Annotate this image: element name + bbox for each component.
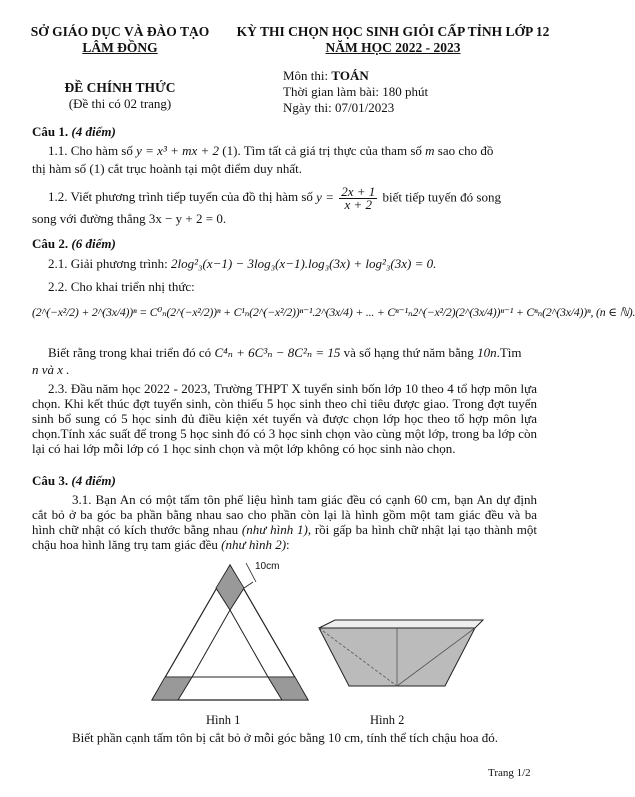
q1-2-text-b: biết tiếp tuyến đó song: [379, 189, 501, 205]
q1-1-text-c: sao cho đồ: [434, 143, 494, 158]
q2-2-condition-line2: n và x .: [32, 362, 70, 377]
q2-2-cond-text-c: .Tìm: [496, 345, 522, 360]
q1-2-numerator: 2x + 1: [341, 184, 376, 199]
q1-1-function: y = x³ + mx + 2: [136, 143, 220, 158]
q1-2-line2: song với đường thẳng 3x − y + 2 = 0.: [32, 211, 227, 226]
q1-1-text-a: 1.1. Cho hàm số: [48, 143, 137, 158]
question-2-points: (6 điểm): [71, 236, 116, 251]
q2-1-line: [48, 256, 436, 272]
q1-1-line2: thị hàm số (1) cắt trục hoành tại một điểm duy nhất.: [32, 161, 303, 176]
exam-duration: Thời gian làm bài: 180 phút: [283, 84, 429, 99]
pages-note: (Đề thi có 02 trang): [68, 96, 172, 111]
q2-2-condition-line1: [48, 345, 521, 361]
q2-2-cond-text-b: và số hạng thứ năm bằng: [340, 345, 478, 360]
page-number: Trang 1/2: [488, 767, 531, 779]
q1-1-text-b: (1). Tìm tất cả giá trị thực của tham số: [219, 143, 426, 158]
q3-1-conclusion: Biết phần cạnh tấm tôn bị cắt bỏ ở mỗi góc bằng 10 cm, tính thể tích chậu hoa đó.: [72, 730, 499, 745]
question-2-title: Câu 2.: [32, 236, 72, 251]
q3-1-text-a: 3.1. Bạn An có một tấm tôn phế liệu hình tam giác đều có cạnh 60 cm, bạn An dự định cắt bỏ ở ba góc ba phần bằng nhau sao cho phần còn lại là hình gồm một tam giác đều và ba hình chữ nhật có kích thước bằng nhau: [32, 492, 537, 537]
q2-1-equation: 2log²₃(x−1) − 3log₃(x−1).log₃(3x) + log²₃(3x) = 0.: [170, 256, 437, 271]
q2-3-paragraph: 2.3. Đầu năm học 2022 - 2023, Trường THPT X tuyển sinh bốn lớp 10 theo 4 tổ hợp môn lựa chọn. Khi kết thúc đợt tuyển sinh, còn thiếu 5 học sinh theo chỉ tiêu được giao. Trong đợt tuyển sinh bổ sung có 5 học sinh đủ điều kiện xét tuyển và được chọn lớp học theo tổ hợp môn lựa chọn.Tính xác suất để trong 5 học sinh đó có 3 học sinh chọn vào cùng một lớp, trong ba lớp còn lại có hai lớp mỗi lớp có 1 học sinh chọn và một lớp không có học sinh nào chọn.: [32, 381, 537, 456]
q3-1-paragraph: [32, 492, 537, 552]
question-3-title: Câu 3.: [32, 473, 72, 488]
department-province: LÂM ĐỒNG: [82, 40, 158, 55]
figure-2-prism: [315, 618, 487, 696]
exam-title: KỲ THI CHỌN HỌC SINH GIỎI CẤP TỈNH LỚP 12: [236, 24, 550, 39]
subject-value: TOÁN: [331, 68, 369, 83]
q1-2-denominator: x + 2: [344, 197, 373, 212]
question-1-title: Câu 1.: [32, 124, 72, 139]
question-3-points: (4 điểm): [71, 473, 116, 488]
q2-2-cond-equation: C⁴ₙ + 6C³ₙ − 8C²ₙ = 15: [214, 345, 341, 360]
cut-corner-top: [216, 565, 244, 610]
official-label: ĐỀ CHÍNH THỨC: [64, 80, 176, 95]
q1-1-param: m: [425, 143, 435, 158]
question-3-heading: [32, 473, 116, 489]
exam-date: Ngày thi: 07/01/2023: [283, 100, 395, 115]
binomial-expansion: (2^(−x²/2) + 2^(3x/4))ⁿ = C⁰ₙ(2^(−x²/2))ⁿ + C¹ₙ(2^(−x²/2))ⁿ⁻¹.2^(3x/4) + ... + Cⁿ⁻¹ₙ2^(−x²/2)(2^(3x/4))ⁿ⁻¹ + Cⁿₙ(2^(3x/4))ⁿ, (n ∈ ℕ).: [32, 305, 635, 319]
q2-2-intro: 2.2. Cho khai triển nhị thức:: [48, 279, 195, 294]
q3-1-text-b: , rồi gấp ba hình chữ nhật lại tạo thành một chậu hoa hình lăng trụ tam giác đều: [32, 522, 537, 552]
subject-label: Môn thi:: [283, 68, 332, 83]
department-name: SỞ GIÁO DỤC VÀ ĐÀO TẠO: [30, 24, 210, 39]
figure-1-triangle: [140, 555, 320, 710]
inner-triangle: [192, 610, 268, 677]
school-year: NĂM HỌC 2022 - 2023: [325, 40, 461, 55]
figure-2-caption: Hình 2: [370, 713, 405, 727]
q1-2-fraction: [339, 186, 377, 211]
figure-1-caption: Hình 1: [206, 713, 241, 727]
q2-2-cond-text-a: Biết rằng trong khai triển đó có: [48, 345, 215, 360]
question-1-points: (4 điểm): [71, 124, 116, 139]
q1-2-line1: [48, 186, 501, 212]
question-1-heading: [32, 124, 116, 140]
q1-1-line1: [48, 143, 493, 159]
q3-1-fig1-ref: (như hình 1): [241, 522, 308, 537]
q3-1-fig2-ref: (như hình 2): [221, 537, 287, 552]
question-2-heading: [32, 236, 116, 252]
q1-2-y: y =: [316, 189, 334, 205]
q1-2-text-a: 1.2. Viết phương trình tiếp tuyến của đồ thị hàm số: [48, 189, 317, 205]
figure-1-dimension-label: 10cm: [255, 561, 280, 572]
q2-1-label: 2.1. Giải phương trình:: [48, 256, 171, 271]
q2-2-cond-10n: 10n: [477, 345, 497, 360]
subject-line: [283, 68, 369, 84]
q3-1-text-c: :: [286, 537, 290, 552]
prism-top: [319, 620, 483, 628]
